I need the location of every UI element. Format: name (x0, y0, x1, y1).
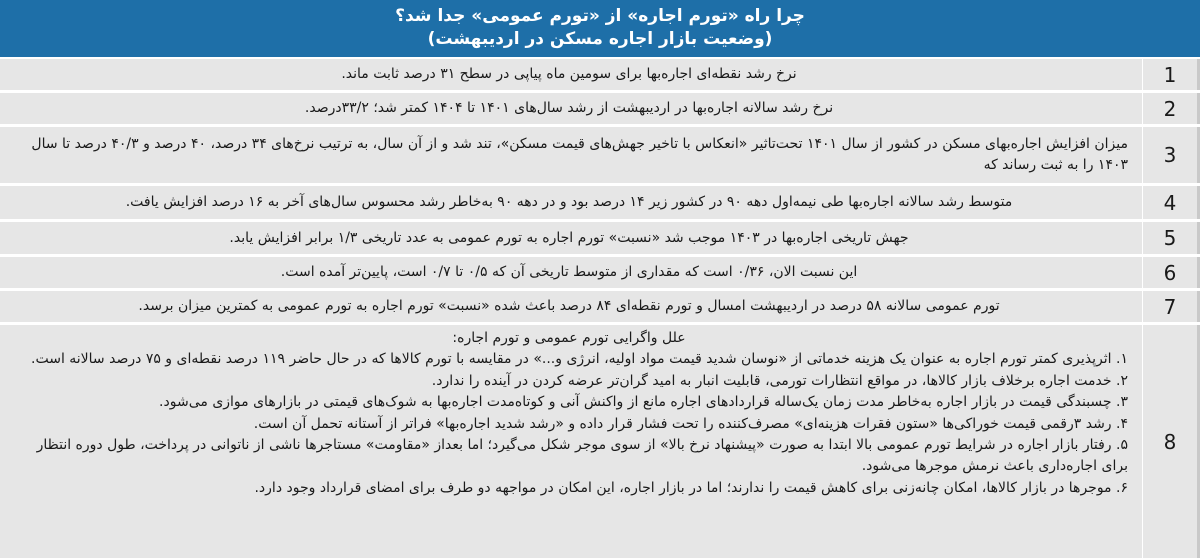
row-number: 2 (1143, 93, 1200, 124)
row-text (0, 59, 1142, 90)
row-text (0, 325, 1142, 558)
table-row (0, 186, 1200, 219)
list-item: ۵. رفتار بازار اجاره در شرایط تورم عمومی بالا ابتدا به صورت «پیشنهاد نرخ بالا» از سوی موجر شکل می‌گیرد؛ اما بعداز «مقاومت» مستاجرها ناشی از ناتوانی در پرداخت، طول دوره انتظار برای اجاره‌داری باعث نرمش موجرها می‌شود. (36, 437, 1128, 475)
list-item: ۲. خدمت اجاره برخلاف بازار کالاها، در مواقع انتظارات تورمی، قابلیت انبار به امید گران‌تر عرضه کردن در آینده را ندارد. (431, 372, 1128, 389)
row-number: 3 (1143, 127, 1200, 183)
table-row (0, 93, 1200, 124)
row-text (0, 93, 1142, 124)
table-row (0, 257, 1200, 288)
table-row (0, 291, 1200, 322)
row-number: 8 (1143, 325, 1200, 558)
table-row (0, 222, 1200, 254)
header-subtitle: (وضعیت بازار اجاره مسکن در اردیبهشت) (427, 29, 773, 49)
row-text (0, 127, 1142, 183)
row-text (0, 222, 1142, 254)
findings-table (0, 59, 1200, 558)
list-item: ۴. رشد ۳رقمی قیمت خوراکی‌ها «ستون فقرات هزینه‌ای» مصرف‌کننده را تحت فشار قرار داده و «رشد شدید اجاره‌بها» فراتر از آستانه تحمل آن است. (253, 415, 1128, 432)
row-text-content: میزان افزایش اجاره‌بهای مسکن در کشور از سال ۱۴۰۱ تحت‌تاثیر «انعکاس با تاخیر جهش‌های قیمت مسکن»، تند شد و از آن سال، به ترتیب نرخ‌های ۳۴ درصد، ۴۰ درصد و ۴۰/۳ درصد تا سال ۱۴۰۳ را به ثبت رساند که (31, 136, 1128, 173)
row-number: 4 (1143, 186, 1200, 219)
row-text-content: جهش تاریخی اجاره‌بها در ۱۴۰۳ موجب شد «نسبت» تورم اجاره به تورم عمومی به عدد تاریخی ۱/۳ برابر افزایش یابد. (229, 229, 909, 246)
row-number: 6 (1143, 257, 1200, 288)
row-text (0, 291, 1142, 322)
list-item: ۱. اثرپذیری کمتر تورم اجاره به عنوان یک هزینه خدماتی از «نوسان شدید قیمت مواد اولیه، انرژی و...» در مقایسه با تورم کالاها که در حال حاضر ۱۱۹ درصد نقطه‌ای و ۷۵ درصد سالانه است. (31, 351, 1128, 368)
row-text (0, 186, 1142, 219)
table-row (0, 325, 1200, 558)
header-title: چرا راه «تورم اجاره» از «تورم عمومی» جدا شد؟ (395, 6, 805, 26)
table-header (0, 0, 1200, 57)
list-item: ۶. موجرها در بازار کالاها، امکان چانه‌زنی برای کاهش قیمت را ندارند؛ اما در بازار اجاره، این امکان در مواجهه دو طرف برای امضای قرارداد وجود دارد. (254, 479, 1128, 496)
row-text-content: تورم عمومی سالانه ۵۸ درصد در اردیبهشت امسال و تورم نقطه‌ای ۸۴ درصد باعث شده «نسبت» تورم اجاره به تورم عمومی به کمترین میزان برسد. (138, 298, 1000, 314)
row-number: 1 (1143, 59, 1200, 90)
row-text (0, 257, 1142, 288)
row-text-content: متوسط رشد سالانه اجاره‌بها طی نیمه‌اول دهه ۹۰ در کشور زیر ۱۴ درصد بود و در دهه ۹۰ به‌خاطر رشد محسوس سال‌های آخر به ۱۶ درصد افزایش یافت. (125, 194, 1013, 210)
causes-heading: علل واگرایی تورم عمومی و تورم اجاره: (452, 330, 686, 346)
row-text-content: نرخ رشد سالانه اجاره‌بها در اردیبهشت از رشد سال‌های ۱۴۰۱ تا ۱۴۰۴ کمتر شد؛ ۳۳/۲درصد. (304, 100, 834, 116)
row-text-content: این نسبت الان، ۰/۳۶ است که مقداری از متوسط تاریخی آن که ۰/۵ تا ۰/۷ است، پایین‌تر آمده است. (280, 264, 858, 280)
table-row (0, 59, 1200, 90)
list-item: ۳. چسبندگی قیمت در بازار اجاره به‌خاطر مدت زمان یک‌ساله قراردادهای اجاره مانع از واکنش آنی و کوتاه‌مدت اجاره‌بها به شوک‌های قیمتی در بازارهای موازی می‌شود. (159, 394, 1128, 411)
row-number: 5 (1143, 222, 1200, 254)
row-text-content: نرخ رشد نقطه‌ای اجاره‌بها برای سومین ماه پیاپی در سطح ۳۱ درصد ثابت ماند. (341, 66, 797, 82)
table-row (0, 127, 1200, 183)
row-number: 7 (1143, 291, 1200, 322)
